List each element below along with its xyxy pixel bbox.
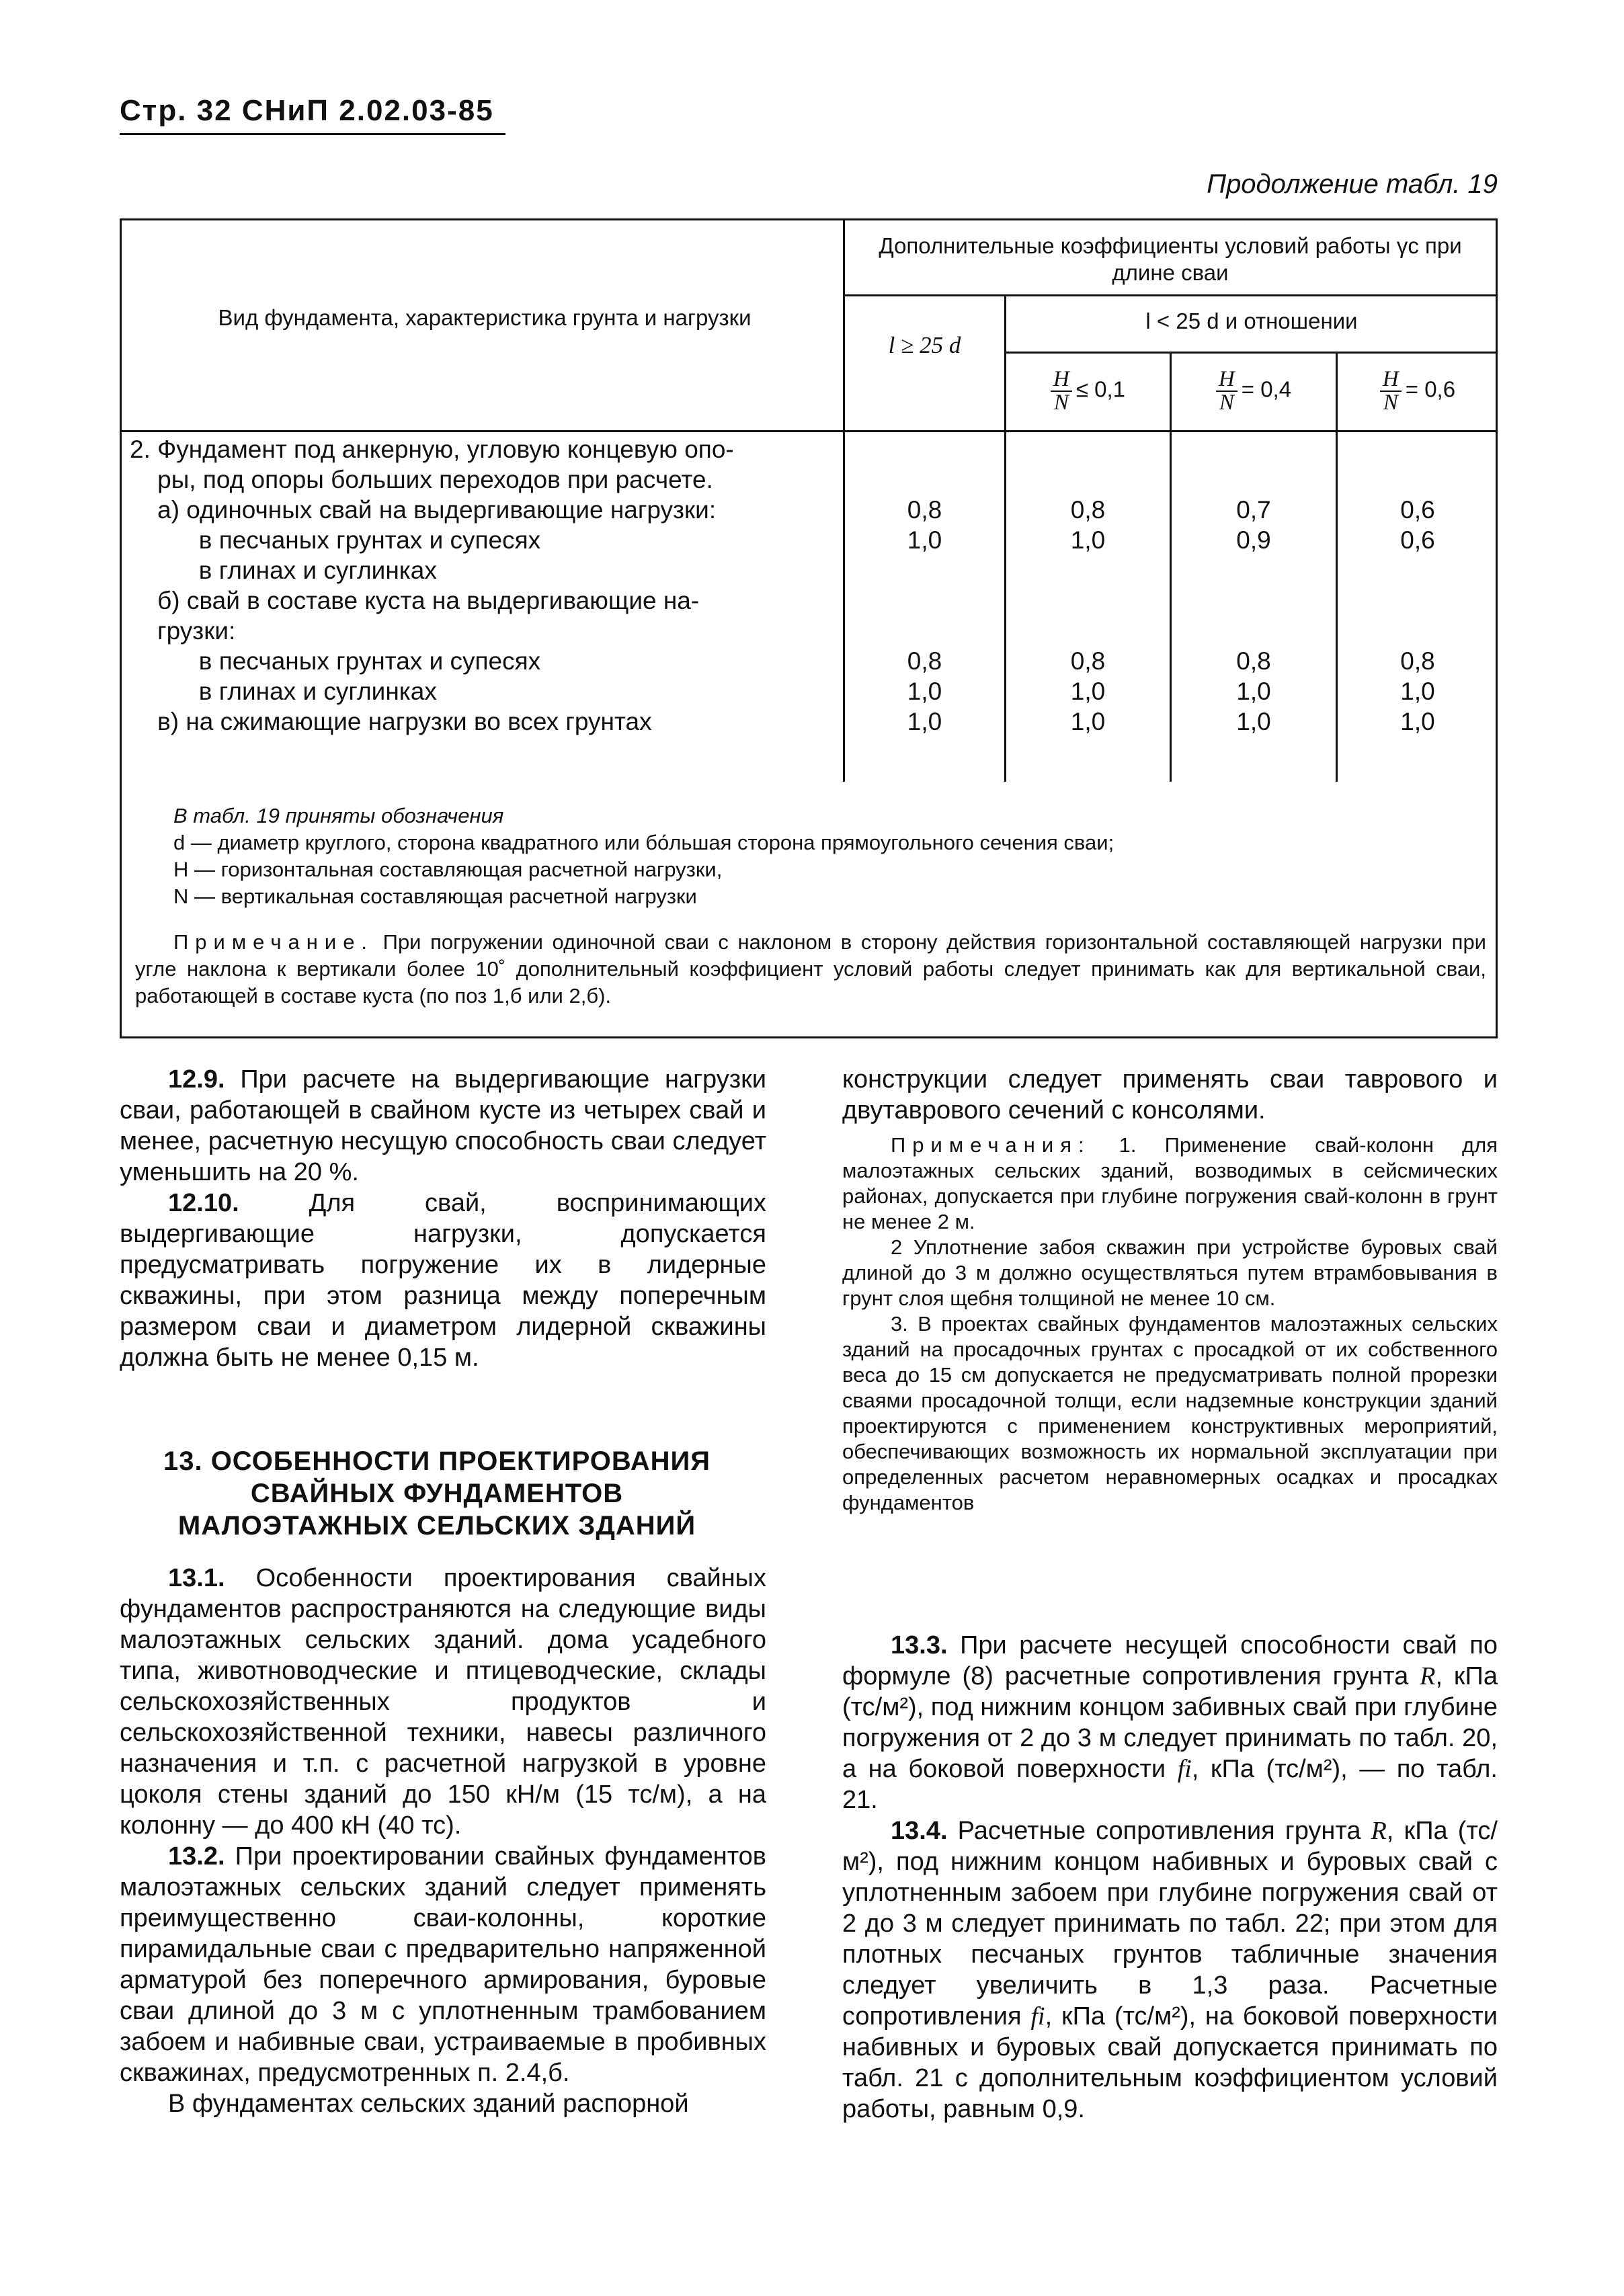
section-13-heading: 13. ОСОБЕННОСТИ ПРОЕКТИРОВАНИЯ СВАЙНЫХ ФУНДАМЕНТОВ МАЛОЭТАЖНЫХ СЕЛЬСКИХ ЗДАНИЙ [163, 1446, 711, 1541]
symbol-r: R [1371, 1817, 1387, 1845]
symbol-f: fi [1177, 1755, 1192, 1783]
values-col-ratio-3: 0,6 0,6 0,8 1,0 1,0 [1400, 496, 1435, 735]
ratio-fraction [1051, 368, 1072, 414]
paragraph-text: При проектировании свайных фундаментов малоэтажных сельских зданий следует применять преимущественно сваи-колонны, короткие пирамидальные сваи с предварительно напряженной арматурой без поперечного армирования, буровые сваи длиной до 3 м с уплотненным трамбованием забоем и набивные сваи, устраиваемые в пробивных скважинах, предусмотренных п. 2.4,б. [120, 1842, 766, 2087]
paragraph-12-10 [120, 1188, 766, 1373]
notes-1 [842, 1133, 1498, 1235]
paragraph-number: 12.10. [168, 1189, 239, 1217]
values-col-long: 0,8 1,0 0,8 1,0 1,0 [907, 496, 942, 735]
notation-intro: В табл. 19 приняты обозначения [173, 804, 504, 827]
ratio-value-2: = 0,4 [1241, 376, 1292, 402]
ratio-numerator: H [1380, 368, 1402, 392]
paragraph-continuation: конструкции следует применять сваи таврового и двутаврового сечений с консолями. [842, 1065, 1498, 1124]
note-label: Примечание. [173, 930, 374, 954]
ratio-denominator: N [1383, 391, 1398, 415]
paragraph-text: , кПа (тс/м²), под нижним концом набивных и буровых свай с уплотненным забоем при глубине погружения свай от 2 до 3 м следует принимать по табл. 22; при этом для плотных песчаных грунтов табличные значения следует увеличить в 1,3 раза. Расчетные сопротивления [842, 1817, 1498, 2031]
left-column-top [120, 1064, 766, 1373]
ratio-denominator: N [1053, 391, 1069, 415]
table-line [843, 294, 1498, 296]
ratio-denominator: N [1219, 391, 1234, 415]
paragraph-number: 13.3. [891, 1631, 948, 1659]
table-body-text: 2. Фундамент под анкерную, угловую концевую опо- ры, под опоры больших переходов при расчете. а) одиночных свай на выдергивающие нагрузки: в песчаных грунтах и супесях в глинах и суглинках б) свай в составе куста на выдергивающие на- грузки: в песчаных грунтах и супесях в глинах и суглинках в) на сжимающие нагрузки во всех грунтах [130, 436, 734, 735]
paragraph-text: Для свай, воспринимающих выдергивающие нагрузки, допускается предусматривать погружение их в лидерные скважины, при этом разница между поперечным размером сваи и диаметром лидерной скважины должна быть не менее 0,15 м. [120, 1189, 766, 1372]
ratio-fraction [1380, 368, 1402, 414]
ratio-value-3: = 0,6 [1405, 376, 1456, 402]
values-col-ratio-1: 0,8 1,0 0,8 1,0 1,0 [1070, 496, 1106, 735]
table-line [1004, 352, 1498, 354]
paragraph-text: Особенности проектирования свайных фундаментов распространяются на следующие виды малоэтажных сельских зданий. дома усадебного типа, животноводческие и птицеводческие, склады сельскохозяйственных продуктов и сельскохозяйственной техники, навесы различного назначения и т.п. с расчетной нагрузкой в уровне цоколя стены зданий до 150 кН/м (15 тс/м), а на колонну — до 400 кН (40 тс). [120, 1564, 766, 1840]
notation-d: d — диаметр круглого, сторона квадратного или бо́льшая сторона прямоугольного сечения сваи; [173, 831, 1114, 854]
note-text: При погружении одиночной сваи с наклоном в сторону действия горизонтальной составляющей нагрузки при угле наклона к вертикали более 10˚ дополнительный коэффициент условий работы следует принимать как для вертикальной сваи, работающей в составе куста (по поз 1,б или 2,б). [135, 930, 1486, 1008]
right-column-bottom [842, 1630, 1498, 2125]
left-column-bottom [120, 1563, 766, 2119]
table-line [122, 430, 1498, 432]
header-length-long: l ≥ 25 d [888, 332, 961, 358]
paragraph-text: , кПа (тс/м²), под нижним концом забивных свай при глубине погружения от 2 до 3 м следует принимать по табл. 20, а на боковой поверхности [842, 1662, 1498, 1783]
ratio-numerator: H [1216, 368, 1237, 392]
paragraph-text: Расчетные сопротивления грунта [947, 1817, 1371, 1845]
header-ratio-1 [1006, 368, 1170, 414]
paragraph-13-2 [120, 1841, 766, 2088]
header-foundation-type: Вид фундамента, характеристика грунта и нагрузки [218, 305, 752, 330]
paragraph-12-9 [120, 1064, 766, 1188]
ratio-value-1: ≤ 0,1 [1075, 376, 1125, 402]
symbol-r: R [1420, 1662, 1436, 1690]
right-column-top [842, 1064, 1498, 1516]
page-header: Стр. 32 СНиП 2.02.03-85 [120, 94, 494, 127]
header-ratio-2 [1172, 368, 1336, 414]
paragraph-13-3 [842, 1630, 1498, 1815]
paragraph-text: , кПа (тс/м²), на боковой поверхности набивных и буровых свай допускается принимать по табл. 21 с дополнительным коэффициентом условий работы, равным 0,9. [842, 2002, 1498, 2123]
symbol-f: fi [1030, 2002, 1045, 2031]
header-rule [120, 133, 505, 135]
paragraph-text: При расчете несущей способности свай по формуле (8) расчетные сопротивления грунта [842, 1631, 1498, 1690]
paragraph-text: , кПа (тс/м²), — по табл. 21. [842, 1755, 1498, 1814]
paragraph-number: 13.1. [168, 1564, 225, 1592]
paragraph-number: 12.9. [168, 1065, 225, 1094]
values-col-ratio-2: 0,7 0,9 0,8 1,0 1,0 [1236, 496, 1271, 735]
header-ratio-3 [1338, 368, 1498, 414]
paragraph-13-1 [120, 1563, 766, 1841]
note-3: 3. В проектах свайных фундаментов малоэтажных сельских зданий на просадочных грунтах с просадкой от их собственного веса до 15 см допускается не предусматривать полной прорезки сваями просадочной толщи, если надземные конструкции зданий проектируются с применением конструктивных мероприятий, обеспечивающих возможность их нормальной эксплуатации при определенных расчетом неравномерных осадках и просадках фундаментов [842, 1312, 1498, 1514]
ratio-fraction [1216, 368, 1237, 414]
notes-label: Примечания: [891, 1133, 1091, 1157]
paragraph-number: 13.2. [168, 1842, 225, 1871]
note-1-text: 1. Применение свай-колонн для малоэтажных сельских зданий, возводимых в сейсмических районах, допускается при глубине погружения свай-колонн в грунт не менее 2 м. [842, 1133, 1498, 1233]
paragraph-13-2-continued: В фундаментах сельских зданий распорной [168, 2090, 689, 2118]
paragraph-text: При расчете на выдергивающие нагрузки сваи, работающей в свайном кусте из четырех свай и менее, расчетную несущую способность сваи следует уменьшить на 20 %. [120, 1065, 766, 1186]
table-continuation-label: Продолжение табл. 19 [1207, 169, 1498, 199]
note-2: 2 Уплотнение забоя скважин при устройстве буровых свай длиной до 3 м должно осуществляться путем втрамбовывания в грунт слоя щебня толщиной не менее 10 см. [842, 1235, 1498, 1310]
notation-h: H — горизонтальная составляющая расчетной нагрузки, [173, 858, 723, 881]
header-length-short: l < 25 d и отношении [1145, 309, 1358, 333]
table-note [135, 929, 1486, 1010]
table-19 [120, 218, 1498, 1038]
paragraph-number: 13.4. [891, 1817, 948, 1845]
ratio-numerator: H [1051, 368, 1072, 392]
notation-n: N — вертикальная составляющая расчетной нагрузки [173, 885, 697, 908]
header-coefficients: Дополнительные коэффициенты условий работы γc при длине сваи [879, 233, 1462, 286]
paragraph-13-4 [842, 1815, 1498, 2125]
